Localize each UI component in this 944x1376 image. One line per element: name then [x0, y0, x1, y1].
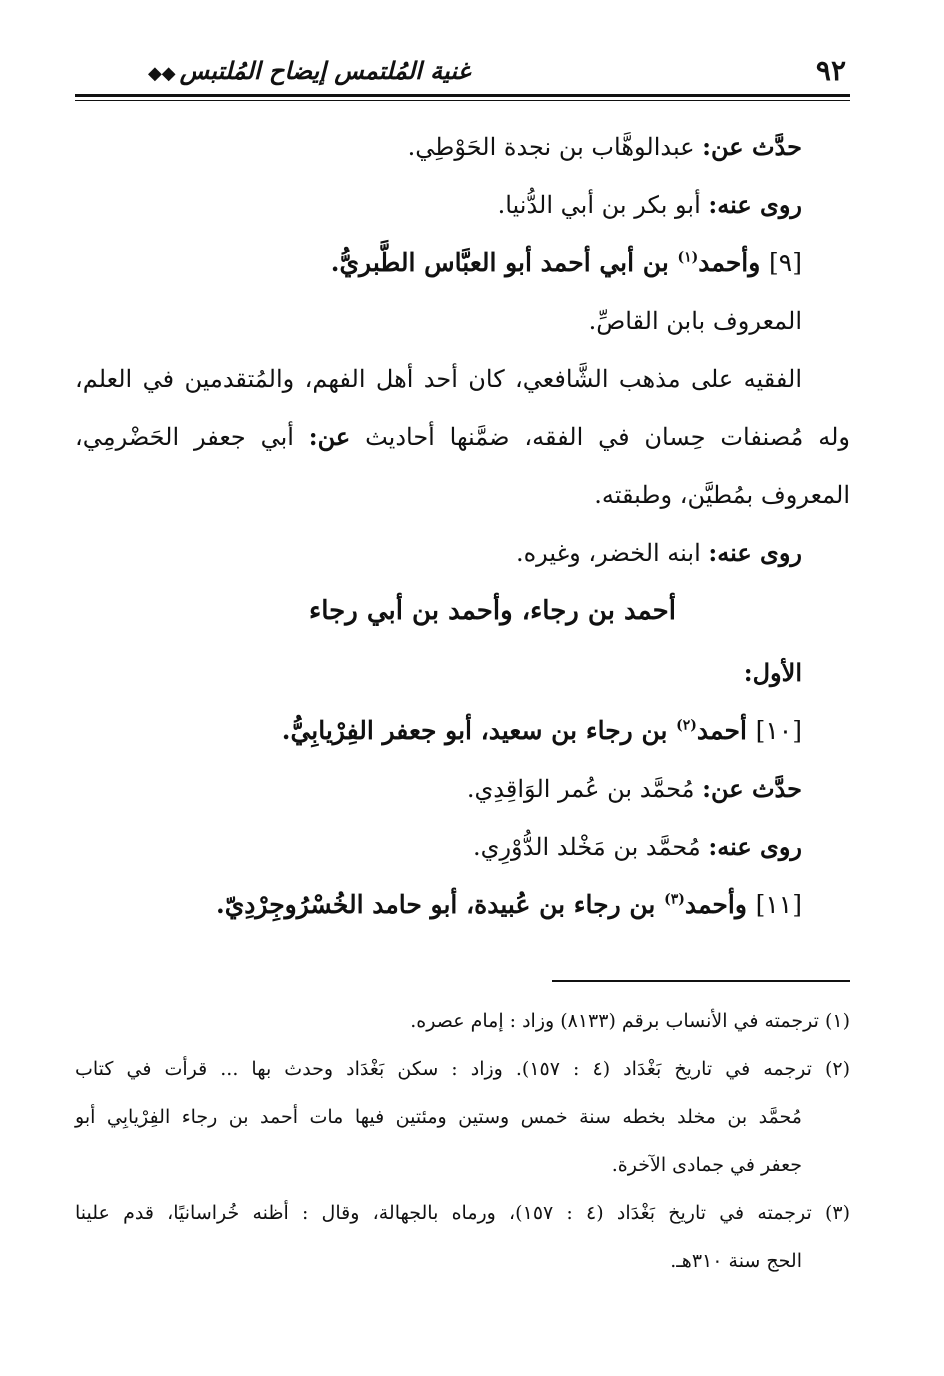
footnote-2-line-3: جعفر في جمادى الآخرة. [611, 1154, 802, 1176]
line-text: المعروف بابن القاصِّ. [588, 307, 802, 335]
line-text: الفقيه على مذهب الشَّافعي، كان أحد أهل الفهم، والمُتقدمين في العلم، [75, 365, 802, 393]
keyword: حدَّث عن: [702, 774, 802, 803]
entry-name: وأحمد [698, 248, 770, 277]
subheading [75, 644, 850, 702]
entry-name-rest: بن رجاء بن عُبيدة، أبو حامد الخُسْرُوجِرْدِيّ. [216, 890, 665, 919]
line-text: وله مُصنفات حِسان في الفقه، ضمَّنها أحاديث [350, 423, 850, 451]
footnote-ref: (٢) [676, 717, 697, 734]
footnotes [75, 997, 850, 1285]
text-line [75, 350, 850, 408]
keyword: روى عنه: [708, 832, 802, 861]
text-line [75, 118, 850, 176]
keyword: عن: [308, 422, 351, 451]
keyword: روى عنه: [708, 538, 802, 567]
footnote-3-line-1: (٣) ترجمته في تاريخ بَغْدَاد (٤ : ١٥٧)، ورماه بالجهالة، وقال : أظنه خُراسانيًا، قدم علينا [75, 1202, 851, 1224]
line-text: أبو بكر بن أبي الدُّنيا. [497, 191, 709, 219]
header-rule-thin [75, 100, 850, 101]
diamond-ornament-icon: ◆◆ [147, 63, 176, 84]
line-text: ابنه الخضر، وغيره. [515, 539, 709, 567]
entry-name-rest: بن أبي أحمد أبو العبَّاس الطَّبريُّ. [330, 248, 678, 277]
keyword: روى عنه: [708, 190, 802, 219]
line-text: أبي جعفر الحَضْرمِي، [75, 423, 309, 451]
entry-name: أحمد [696, 716, 756, 745]
entry-name: وأحمد [684, 890, 756, 919]
page-number: ٩٢ [815, 54, 846, 87]
footnote-ref: (١) [677, 249, 699, 266]
text-line [75, 408, 850, 466]
footnote-2-line-1: (٢) ترجمه في تاريخ بَغْدَاد (٤ : ١٥٧). وزاد : سكن بَغْدَاد وحدث بها ... قرأت في كتاب [75, 1058, 851, 1080]
text-line [75, 176, 850, 234]
footnote-separator [552, 980, 850, 982]
entry-name-rest: بن رجاء بن سعيد، أبو جعفر الفِرْيابِيُّ. [281, 716, 677, 745]
entry-heading [75, 702, 850, 760]
entry-number: [١١] [755, 890, 802, 919]
line-text: المعروف بمُطيَّن، وطبقته. [594, 481, 850, 509]
running-title-text: غنية المُلتمس إيضاح المُلتبس [179, 56, 470, 85]
running-title [148, 56, 470, 89]
keyword: حدَّث عن: [702, 132, 802, 161]
line-text: مُحمَّد بن مَخْلد الدُّوْرِي. [473, 833, 709, 861]
line-text: الأول: [743, 658, 802, 687]
footnote-ref: (٣) [664, 891, 685, 908]
section-heading: أحمد بن رجاء، وأحمد بن أبي رجاء [309, 596, 676, 626]
header-rule-thick [75, 94, 850, 97]
entry-heading [75, 234, 850, 292]
footnote-1: (١) ترجمته في الأنساب برقم (٨١٣٣) وزاد : إمام عصره. [410, 1010, 850, 1032]
text-line [75, 292, 850, 350]
entry-heading [75, 876, 850, 934]
text-line [75, 524, 850, 582]
text-line [75, 466, 850, 524]
entry-number: [٩] [769, 248, 802, 277]
page-header [75, 42, 850, 92]
line-text: عبدالوهَّاب بن نجدة الحَوْطِي. [407, 133, 703, 161]
entry-number: [١٠] [755, 716, 802, 745]
text-line [75, 760, 850, 818]
text-line [75, 818, 850, 876]
footnote-3-line-2: الحج سنة ٣١٠هـ. [670, 1250, 802, 1272]
footnote-2-line-2: مُحمَّد بن مخلد بخطه سنة خمس وستين ومئتين فيها مات أحمد بن رجاء الفِرْيابِي أبو [75, 1106, 802, 1128]
main-text [75, 118, 850, 934]
line-text: مُحمَّد بن عُمر الوَاقِدِي. [466, 775, 703, 803]
